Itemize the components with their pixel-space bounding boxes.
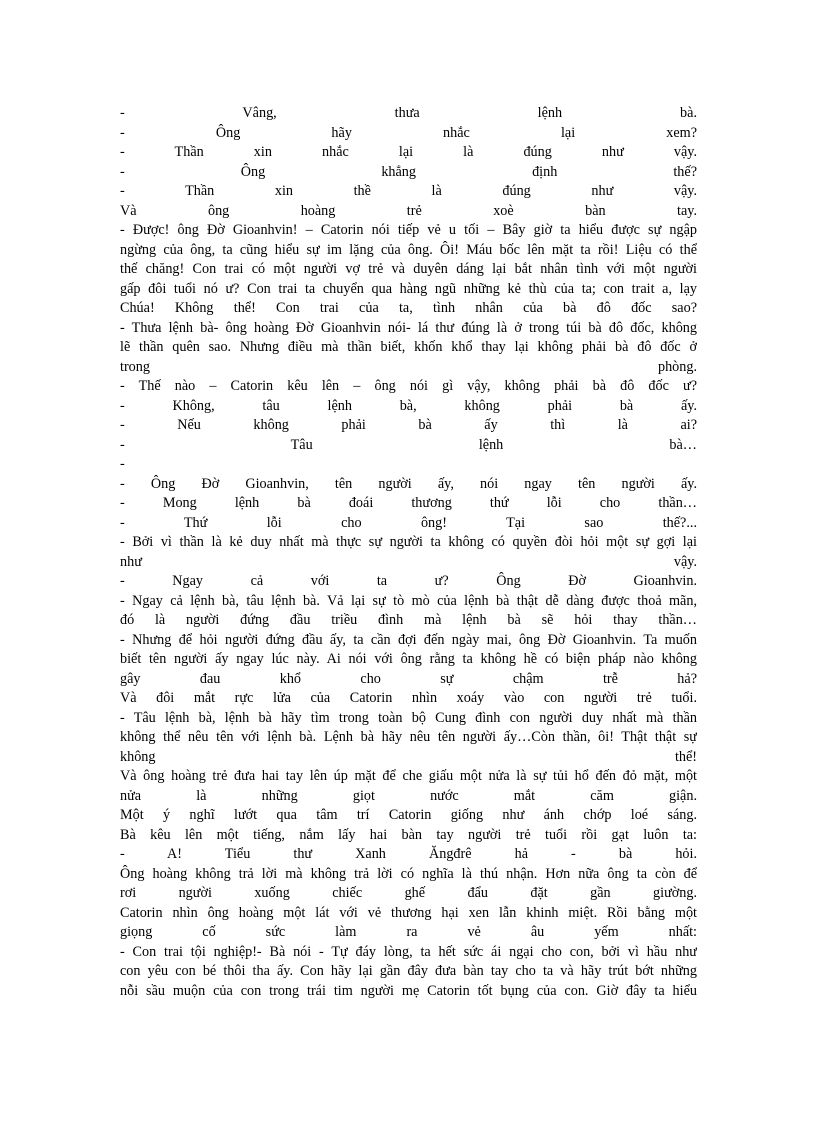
text-line: ngừng của ông, ta cũng hiểu sự im lặng của ông. Ôi! Máu bốc lên mặt ta rồi! Liệu có thể (120, 241, 697, 258)
text-line: thế chăng! Con trai có một người vợ trẻ và duyên dáng lại bắt nhân tình với một người (120, 261, 697, 277)
text-line: nửa là những giọt nước mắt căm giận. (120, 787, 697, 804)
text-line: Catorin nhìn ông hoàng một lát với vẻ thương hại xen lẫn khinh miệt. Rồi bằng một (120, 904, 697, 921)
text-line: Và ông hoàng trẻ xoè bàn tay. (120, 202, 697, 219)
text-line: Ông hoàng không trả lời mà không trả lời có nghĩa là thú nhận. Hơn nữa ông ta còn để (120, 865, 697, 882)
text-line: biết tên người ấy ngay lúc này. Ai nói với ông rằng ta không hề có biện pháp nào không (120, 651, 697, 667)
text-line: - Ông khẳng định thế? (120, 163, 697, 180)
text-line: Và ông hoàng trẻ đưa hai tay lên úp mặt để che giấu một nửa là sự tủi hổ đến đỏ mặt, một (120, 768, 697, 784)
text-line: Một ý nghĩ lướt qua tâm trí Catorin giống như ánh chớp loé sáng. (120, 807, 697, 823)
text-line: nỗi sầu muộn của con trong trái tim người mẹ Catorin tốt bụng của con. Giờ đây ta hiểu (120, 982, 697, 999)
text-line: - A! Tiểu thư Xanh Ăngđrê hả - bà hỏi. (120, 846, 697, 862)
text-line: - Không, tâu lệnh bà, không phải bà ấy. (120, 397, 697, 414)
text-line: - Ngay cả lệnh bà, tâu lệnh bà. Vả lại sự tò mò của lệnh bà thật dễ dàng được thoả mãn, (120, 592, 697, 609)
text-line: - Nhưng để hỏi người đứng đầu ấy, ta cần đợi đến ngày mai, ông Đờ Gioanhvin. Ta muốn (120, 631, 697, 648)
text-line: - Thứ lỗi cho ông! Tại sao thế?... (120, 514, 697, 531)
text-line: - Tâu lệnh bà… (120, 436, 697, 453)
text-line: - Ông hãy nhắc lại xem? (120, 124, 697, 141)
text-line: - Nếu không phải bà ấy thì là ai? (120, 417, 697, 433)
text-line: - Thần xin nhắc lại là đúng như vậy. (120, 144, 697, 160)
text-line: Chúa! Không thể! Con trai của ta, tình nhân của bà đô đốc sao? (120, 300, 697, 316)
text-line: - Thưa lệnh bà- ông hoàng Đờ Gioanhvin nói- lá thư đúng là ở trong túi bà đô đốc, không (120, 319, 697, 336)
text-line: đó là người đứng đầu triều đình mà lệnh bà sẽ hỏi thay thần… (120, 612, 697, 628)
text-line: Bà kêu lên một tiếng, nắm lấy hai bàn tay người trẻ tuổi rồi gạt luôn ta: (120, 826, 697, 843)
text-line: gây đau khổ cho sự chậm trễ hả? (120, 670, 697, 687)
text-line: - Tâu lệnh bà, lệnh bà hãy tìm trong toàn bộ Cung đình con người duy nhất mà thần (120, 709, 697, 726)
text-line: - Thế nào – Catorin kêu lên – ông nói gì vậy, không phải bà đô đốc ư? (120, 378, 697, 394)
text-line: - Ngay cả với ta ư? Ông Đờ Gioanhvin. (120, 573, 697, 589)
text-line: - Được! ông Đờ Gioanhvin! – Catorin nói tiếp vẻ u tối – Bây giờ ta hiểu được sự ngập (120, 222, 697, 238)
text-line: không thể nêu tên với lệnh bà. Lệnh bà hãy nêu tên người ấy…Còn thần, ôi! Thật thật sự (120, 729, 697, 745)
text-line: Và đôi mắt rực lửa của Catorin nhìn xoáy vào con người trẻ tuổi. (120, 690, 697, 706)
text-line: - Vâng, thưa lệnh bà. (120, 105, 697, 121)
text-line: giọng cố sức làm ra vẻ âu yếm nhất: (120, 924, 697, 940)
text-line: trong phòng. (120, 358, 697, 375)
text-line: con yêu con bé thôi tha ấy. Con hãy lại gần đây đưa bàn tay cho ta và hãy trút bớt những (120, 963, 697, 979)
text-line: - Ông Đờ Gioanhvin, tên người ấy, nói ngay tên người ấy. (120, 475, 697, 492)
body-text (120, 104, 697, 1001)
text-line: - (120, 456, 125, 472)
text-line: như vậy. (120, 553, 697, 570)
text-line: - Thần xin thề là đúng như vậy. (120, 183, 697, 199)
text-line: rơi người xuống chiếc ghế đẩu đặt gần giường. (120, 885, 697, 901)
text-line: không thể! (120, 748, 697, 765)
text-line: - Bởi vì thần là kẻ duy nhất mà thực sự người ta không có quyền đòi hỏi một sự gợi lại (120, 534, 697, 550)
text-line: gấp đôi tuổi nó ư? Con trai ta chuyển qua hàng ngũ những kẻ thù của ta; con trait a, lạy (120, 280, 697, 297)
text-line: lẽ thần quên sao. Nhưng điều mà thần biết, khốn khổ thay lại không phải bà đô đốc ở (120, 339, 697, 355)
text-line: - Con trai tội nghiệp!- Bà nói - Tự đáy lòng, ta hết sức ái ngại cho con, bởi vì hầu như (120, 943, 697, 960)
text-line: - Mong lệnh bà đoái thương thứ lỗi cho thần… (120, 495, 697, 511)
